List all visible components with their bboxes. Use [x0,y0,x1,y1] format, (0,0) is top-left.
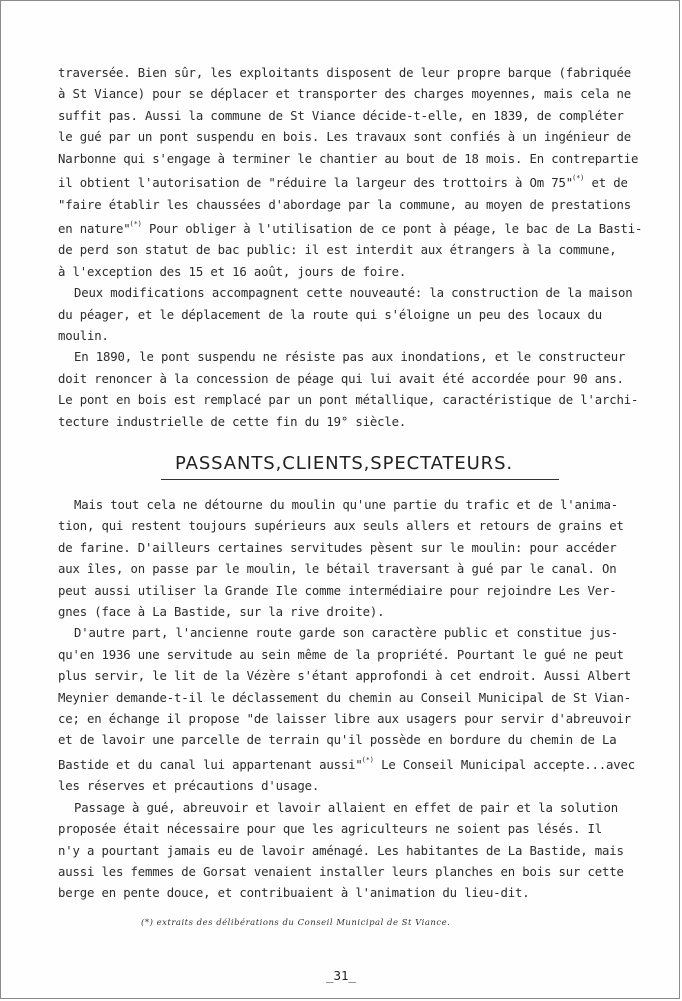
text-line: le gué par un pont suspendu en bois. Les travaux sont confiés à un ingénieur de [58,130,632,145]
text-line [58,752,648,777]
paragraph-4 [58,495,648,623]
text-segment: Le Conseil Municipal accepte...avec [373,757,635,772]
paragraph-1 [58,63,648,283]
text-line: aux îles, on passe par le moulin, le bétail traversant à gué par le canal. On [58,562,617,577]
footnote: (*) extraits des délibérations du Conseil Municipal de St Viance. [141,918,451,928]
text-line: suffit pas. Aussi la commune de St Viance décide-t-elle, en 1839, de compléter [58,108,624,123]
section-heading: PASSANTS,CLIENTS,SPECTATEURS. [175,453,514,474]
text-line: qu'en 1936 une servitude au sein même de la propriété. Pourtant le gué ne peut [58,647,624,662]
text-line [58,216,648,241]
text-line: En 1890, le pont suspendu ne résiste pas aux inondations, et le constructeur [74,350,626,365]
text-line: proposée était nécessaire pour que les agriculteurs ne soient pas lésés. Il [58,822,603,837]
page-number: _31_ [325,968,357,983]
text-line: Deux modifications accompagnent cette nouveauté: la construction de la maison [74,286,633,301]
text-line: "faire établir les chaussées d'abordage par la commune, au moyen de prestations [58,197,632,212]
text-line: traversée. Bien sûr, les exploitants disposent de leur propre barque (fabriquée [58,66,632,80]
text-line: tecture industrielle de cette fin du 19° siècle. [58,414,407,429]
text-line: à l'exception des 15 et 16 août, jours de foire. [58,264,407,279]
text-line: et de lavoir une parcelle de terrain qu'il possède en bordure du chemin de La [58,733,617,748]
text-line: n'y a pourtant jamais eu de lavoir aménagé. Les habitantes de La Bastide, mais [58,843,624,858]
text-line: de farine. D'ailleurs certaines servitudes pèsent sur le moulin: pour accéder [58,540,617,555]
text-line: Narbonne qui s'engage à terminer le chantier au bout de 18 mois. En contrepartie [58,151,639,166]
paragraph-3 [58,347,648,433]
text-line: les réserves et précautions d'usage. [58,779,320,794]
text-segment: en nature" [58,222,131,237]
text-line: Mais tout cela ne détourne du moulin qu'une partie du trafic et de l'anima- [74,498,619,512]
footnote-marker: (*) [129,219,142,228]
paragraph-2 [58,283,648,347]
footnote-marker: (*) [572,174,585,183]
text-line: D'autre part, l'ancienne route garde son caractère public et constitue jus- [74,626,619,641]
text-line [58,170,648,195]
heading-underline [161,479,559,480]
text-segment: et de [584,176,628,191]
text-segment: il obtient l'autorisation de "réduire la largeur des trottoirs à Om 75" [58,176,573,191]
paragraph-6 [58,798,648,905]
section-2-text [58,495,648,905]
text-segment: Bastide et du canal lui appartenant aussi" [58,757,363,772]
text-line: aussi les femmes de Gorsat venaient installer leurs planches en bois sur cette [58,865,624,879]
text-line: berge en pente douce, et contribuaient à l'animation du lieu-dit. [58,886,530,901]
text-line: Meynier demande-t-il le déclassement du chemin au Conseil Municipal de St Vian- [58,690,632,705]
text-segment: Pour obliger à l'utilisation de ce pont à péage, le bac de La Basti- [141,222,643,237]
text-line: du péager, et le déplacement de la route qui s'éloigne un peu des locaux du [58,307,603,322]
text-line: Le pont en bois est remplacé par un pont métallique, caractéristique de l'archi- [58,393,639,408]
text-line: de perd son statut de bac public: il est interdit aux étrangers à la commune, [58,243,617,258]
section-1-text [58,63,648,433]
paragraph-5 [58,623,648,797]
text-line: gnes (face à La Bastide, sur la rive droite). [58,605,385,620]
text-line: plus servir, le lit de la Vézère s'étant approfondi à cet endroit. Aussi Albert [58,669,632,684]
text-line: ce; en échange il propose "de laisser libre aux usagers pour servir d'abreuvoir [58,712,632,727]
text-line: moulin. [58,329,109,344]
text-line: Passage à gué, abreuvoir et lavoir allaient en effet de pair et la solution [74,800,619,815]
text-line: peut aussi utiliser la Grande Ile comme intermédiaire pour rejoindre Les Ver- [58,583,617,598]
footnote-marker: (*) [361,755,374,764]
text-line: à St Viance) pour se déplacer et transporter des charges moyennes, mais cela ne [58,87,632,102]
text-line: doit renoncer à la concession de péage qui lui avait été accordée pour 90 ans. [58,371,624,386]
text-line: tion, qui restent toujours supérieurs aux seuls allers et retours de grains et [58,519,624,534]
